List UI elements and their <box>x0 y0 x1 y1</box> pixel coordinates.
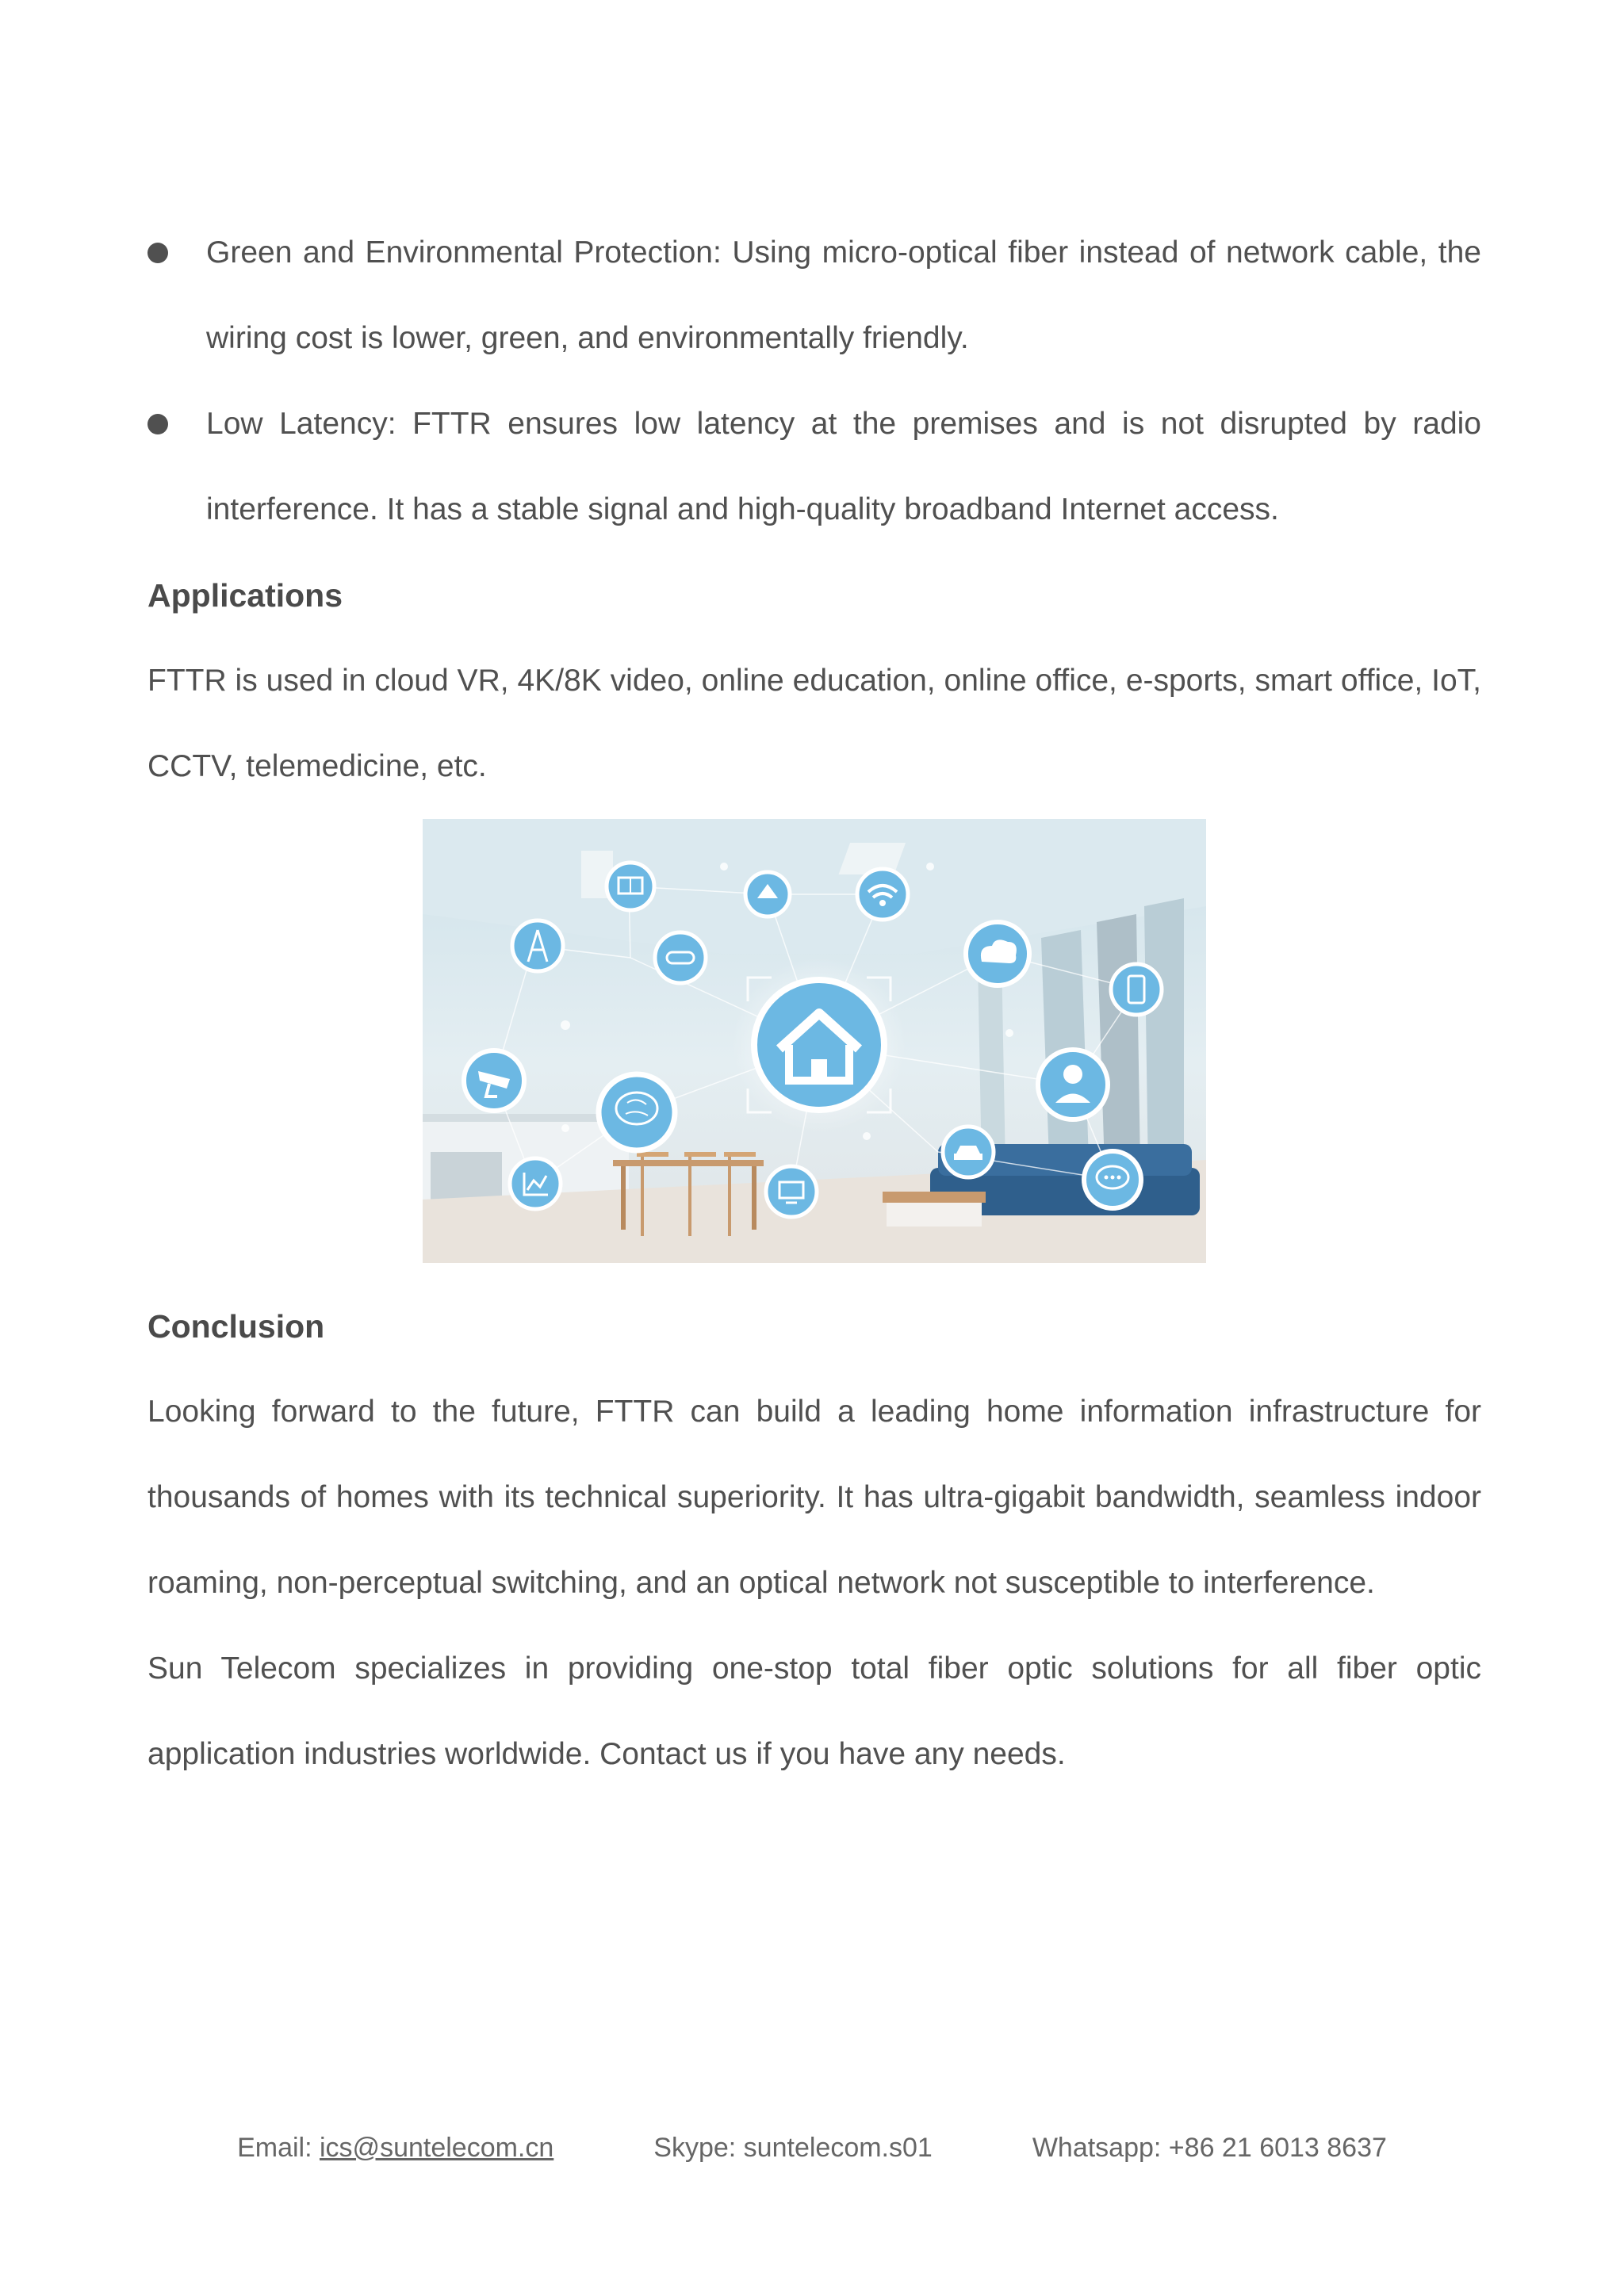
conclusion-paragraph: Looking forward to the future, FTTR can build a leading home information infrastructure for thousands of homes with its technical superiority. It has ultra-gigabit bandwidth, seamless indoor roaming, non-perceptual switching, and an optical network not susceptible to interference. <box>147 1395 1481 1600</box>
camera-icon <box>464 1050 524 1111</box>
chat-icon <box>1084 1151 1141 1208</box>
bullet-dot <box>147 414 168 434</box>
figure-container <box>147 819 1481 1263</box>
footer-skype: Skype: suntelecom.s01 <box>653 2133 933 2163</box>
conclusion-paragraph: Sun Telecom specializes in providing one-stop total fiber optic solutions for all fiber optic application industries worldwide. Contact us if you have any needs. <box>147 1651 1481 1771</box>
person-icon <box>1038 1050 1108 1119</box>
phone-icon <box>1111 964 1162 1015</box>
tv-icon <box>766 1166 817 1217</box>
cloud-icon <box>966 922 1029 985</box>
footer-email <box>237 2133 553 2164</box>
bullet-dot <box>147 243 168 263</box>
bullet-text: Green and Environmental Protection: Using micro-optical fiber instead of network cable, the wiring cost is lower, green, and environmentally friendly. <box>206 235 1481 355</box>
car-icon <box>943 1127 994 1177</box>
email-label: Email: <box>237 2133 320 2163</box>
bullet-text: Low Latency: FTTR ensures low latency at the premises and is not disrupted by radio interference. It has a stable signal and high-quality broadband Internet access. <box>206 407 1481 526</box>
lamp-icon <box>745 872 790 916</box>
tower-icon <box>512 920 563 971</box>
bullet-item <box>147 381 1481 553</box>
smart-home-illustration <box>423 819 1206 1263</box>
footer-whatsapp: Whatsapp: +86 21 6013 8637 <box>1032 2133 1387 2163</box>
applications-heading: Applications <box>147 577 343 614</box>
footer-contact <box>0 2133 1624 2164</box>
chart-icon <box>510 1158 561 1209</box>
house-icon <box>754 980 884 1110</box>
email-link[interactable]: ics@suntelecom.cn <box>320 2133 554 2163</box>
brain-icon <box>599 1074 675 1150</box>
bullet-item <box>147 210 1481 381</box>
conclusion-heading: Conclusion <box>147 1308 325 1345</box>
document-body <box>147 210 1481 1797</box>
wifi-icon <box>857 869 908 920</box>
applications-paragraph: FTTR is used in cloud VR, 4K/8K video, online education, online office, e-sports, smart office, IoT, CCTV, telemedicine, etc. <box>147 664 1481 783</box>
minus-icon <box>655 932 706 983</box>
solar-panel-icon <box>607 863 654 910</box>
